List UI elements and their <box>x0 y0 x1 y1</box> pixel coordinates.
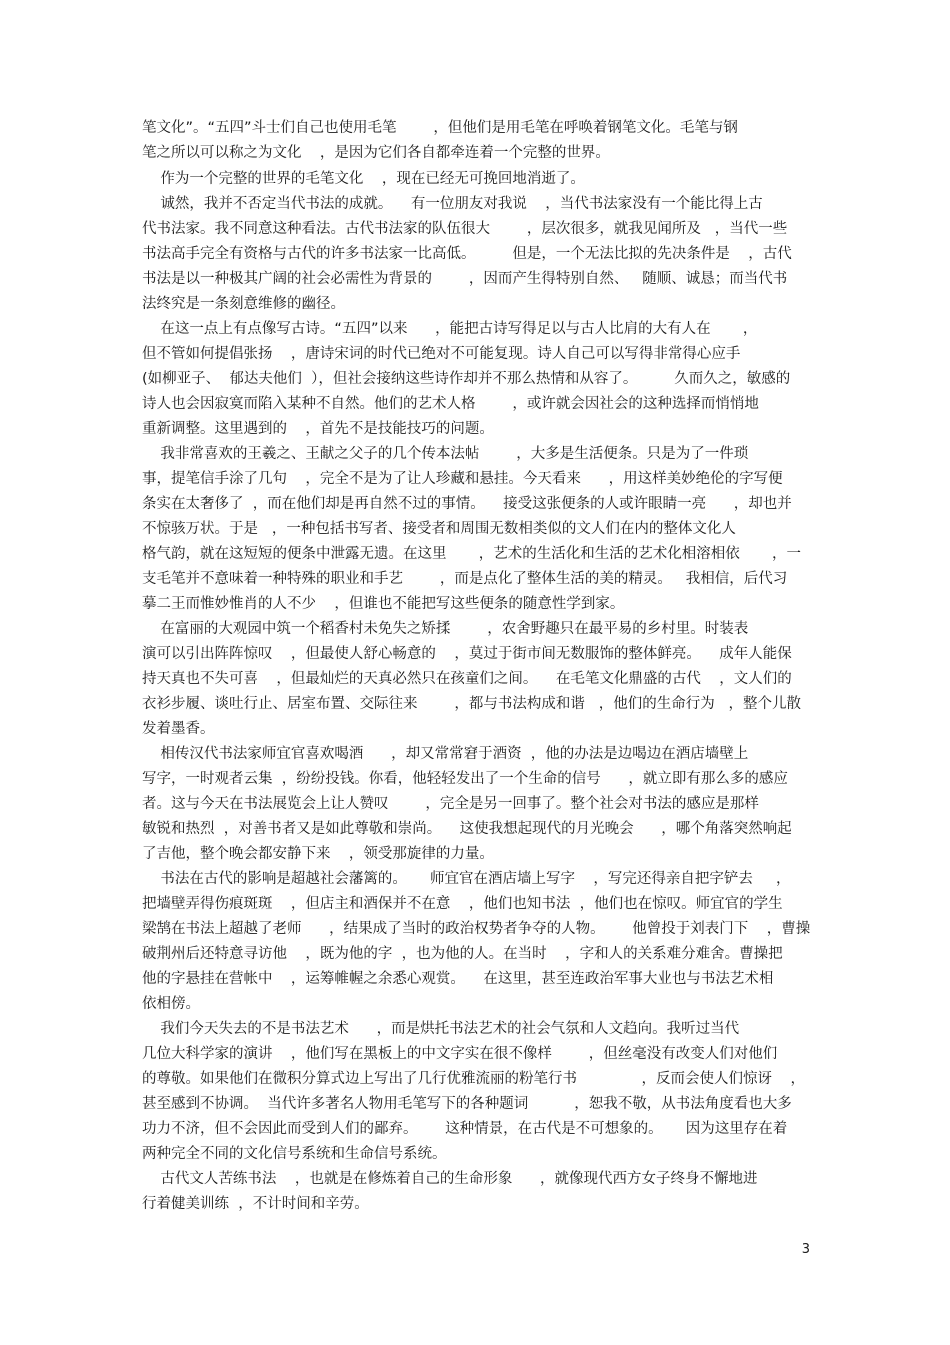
text-line: 把墙壁弄得伤痕斑斑 ，但店主和酒保并不在意 ，他们也知书法 ，他们也在惊叹。师宜官的学生 <box>142 896 783 912</box>
text-line: (如柳亚子、 郁达夫他们 ），但社会接纳这些诗作却并不那么热情和从容了。 久而久之，敏感的 <box>142 371 791 387</box>
text-line: 书法是以一种极其广阔的社会必需性为背景的 ，因而产生得特别自然、 随顺、诚恳；而当代书 <box>142 271 788 287</box>
text-line: 法终究是一条刻意维修的幽径。 <box>142 296 345 312</box>
text-line: 功力不济，但不会因此而受到人们的鄙弃。 这种情景，在古代是不可想象的。 因为这里存在着 <box>142 1121 788 1137</box>
text-line: 两种完全不同的文化信号系统和生命信号系统。 <box>142 1146 447 1162</box>
text-line: 的尊敬。如果他们在微积分算式边上写出了几行优雅流丽的粉笔行书 ，反而会使人们惊讶 ， <box>142 1071 805 1087</box>
text-line: 我非常喜欢的王羲之、王献之父子的几个传本法帖 ，大多是生活便条。只是为了一件琐 <box>142 446 749 462</box>
text-line: 支毛笔并不意味着一种特殊的职业和手艺 ，而是点化了整体生活的美的精灵。 我相信，后代习 <box>142 571 788 587</box>
text-line: 作为一个完整的世界的毛笔文化 ，现在已经无可挽回地消逝了。 <box>142 171 585 187</box>
page-number: 3 <box>801 1242 810 1257</box>
text-line: 破荆州后还特意寻访他 ，既为他的字 ，也为他的人。在当时 ，字和人的关系难分难舍。曹操把 <box>142 946 783 962</box>
text-line: 写字，一时观者云集 ，纷纷投钱。你看，他轻轻发出了一个生命的信号 ，就立即有那么多的感应 <box>142 771 788 787</box>
text-line: 敏锐和热烈 ，对善书者又是如此尊敬和崇尚。 这使我想起现代的月光晚会 ，哪个角落突然响起 <box>142 821 792 837</box>
text-line: 者。这与今天在书法展览会上让人赞叹 ，完全是另一回事了。整个社会对书法的感应是那样 <box>142 796 759 812</box>
text-line: 持天真也不失可喜 ，但最灿烂的天真必然只在孩童们之间。 在毛笔文化鼎盛的古代 ，文人们的 <box>142 671 792 687</box>
text-line: 诚然，我并不否定当代书法的成就。 有一位朋友对我说 ，当代书法家没有一个能比得上古 <box>142 196 763 212</box>
text-line: 我们今天失去的不是书法艺术 ，而是烘托书法艺术的社会气氛和人文趋向。我听过当代 <box>142 1021 740 1037</box>
text-line: 在这一点上有点像写古诗。“五四”以来 ，能把古诗写得足以与古人比肩的大有人在 ， <box>142 321 758 337</box>
text-line: 重新调整。这里遇到的 ，首先不是技能技巧的问题。 <box>142 421 494 437</box>
text-line: 相传汉代书法家师宜官喜欢喝酒 ，却又常常窘于酒资 ，他的办法是边喝边在酒店墙壁上 <box>142 746 749 762</box>
text-line: 行着健美训练 ，不计时间和辛劳。 <box>142 1196 369 1212</box>
text-line: 了吉他，整个晚会都安静下来 ，领受那旋律的力量。 <box>142 846 494 862</box>
text-line: 但不管如何提倡张扬 ，唐诗宋词的时代已绝对不可能复现。诗人自己可以写得非常得心应手 <box>142 346 741 362</box>
text-line: 依相傍。 <box>142 996 200 1012</box>
text-line: 不惊骇万状。于是 ，一种包括书写者、接受者和周围无数相类似的文人们在内的整体文化人 <box>142 521 736 537</box>
text-line: 书法在古代的影响是超越社会藩篱的。 师宜官在酒店墙上写字 ，写完还得亲自把字铲去 ， <box>142 871 791 887</box>
text-line: 几位大科学家的演讲 ，他们写在黑板上的中文字实在很不像样 ，但丝毫没有改变人们对他们 <box>142 1046 778 1062</box>
text-line: 古代文人苦练书法 ，也就是在修炼着自己的生命形象 ，就像现代西方女子终身不懈地进 <box>142 1171 758 1187</box>
text-line: 事，提笔信手涂了几句 ，完全不是为了让人珍藏和悬挂。今天看来 ，用这样美妙绝伦的字写便 <box>142 471 783 487</box>
text-line: 书法高手完全有资格与古代的许多书法家一比高低。 但是，一个无法比拟的先决条件是 ，古代 <box>142 246 792 262</box>
text-line: 诗人也会因寂寞而陷入某种不自然。他们的艺术人格 ，或许就会因社会的这种选择而悄悄地 <box>142 396 759 412</box>
text-line: 摹二王而惟妙惟肖的人不少 ，但谁也不能把写这些便条的随意性学到家。 <box>142 596 625 612</box>
text-line: 笔之所以可以称之为文化 ，是因为它们各自都牵连着一个完整的世界。 <box>142 145 610 161</box>
text-line: 发着墨香。 <box>142 721 215 737</box>
text-line: 演可以引出阵阵惊叹 ，但最使人舒心畅意的 ，莫过于街市间无数服饰的整体鲜亮。 成年人能保 <box>142 646 792 662</box>
text-line: 笔文化”。“五四”斗士们自己也使用毛笔 ，但他们是用毛笔在呼唤着钢笔文化。毛笔与钢 <box>142 120 738 136</box>
text-line: 衣衫步履、谈吐行止、居室布置、交际往来 ，都与书法构成和谐 ，他们的生命行为 ，整个儿散 <box>142 696 802 712</box>
text-line: 甚至感到不协调。 当代许多著名人物用毛笔写下的各种题词 ，恕我不敬，从书法角度看也大多 <box>142 1096 792 1112</box>
text-line: 他的字悬挂在营帐中 ，运筹帷幄之余悉心观赏。 在这里，甚至连政治军事大业也与书法艺术相 <box>142 971 774 987</box>
text-line: 代书法家。我不同意这种看法。古代书法家的队伍很大 ，层次很多，就我见闻所及 ，当代一些 <box>142 221 788 237</box>
text-line: 格气韵，就在这短短的便条中泄露无遗。在这里 ，艺术的生活化和生活的艺术化相溶相依 ，一 <box>142 546 802 562</box>
text-line: 在富丽的大观园中筑一个稻香村未免失之矫揉 ，农舍野趣只在最平易的乡村里。时装表 <box>142 621 749 637</box>
text-line: 梁鹄在书法上超越了老师 ，结果成了当时的政治权势者争夺的人物。 他曾投于刘表门下 ，曹操 <box>142 921 811 937</box>
text-line: 条实在太奢侈了 ，而在他们却是再自然不过的事情。 接受这张便条的人或许眼睛一亮 ，却也并 <box>142 496 792 512</box>
